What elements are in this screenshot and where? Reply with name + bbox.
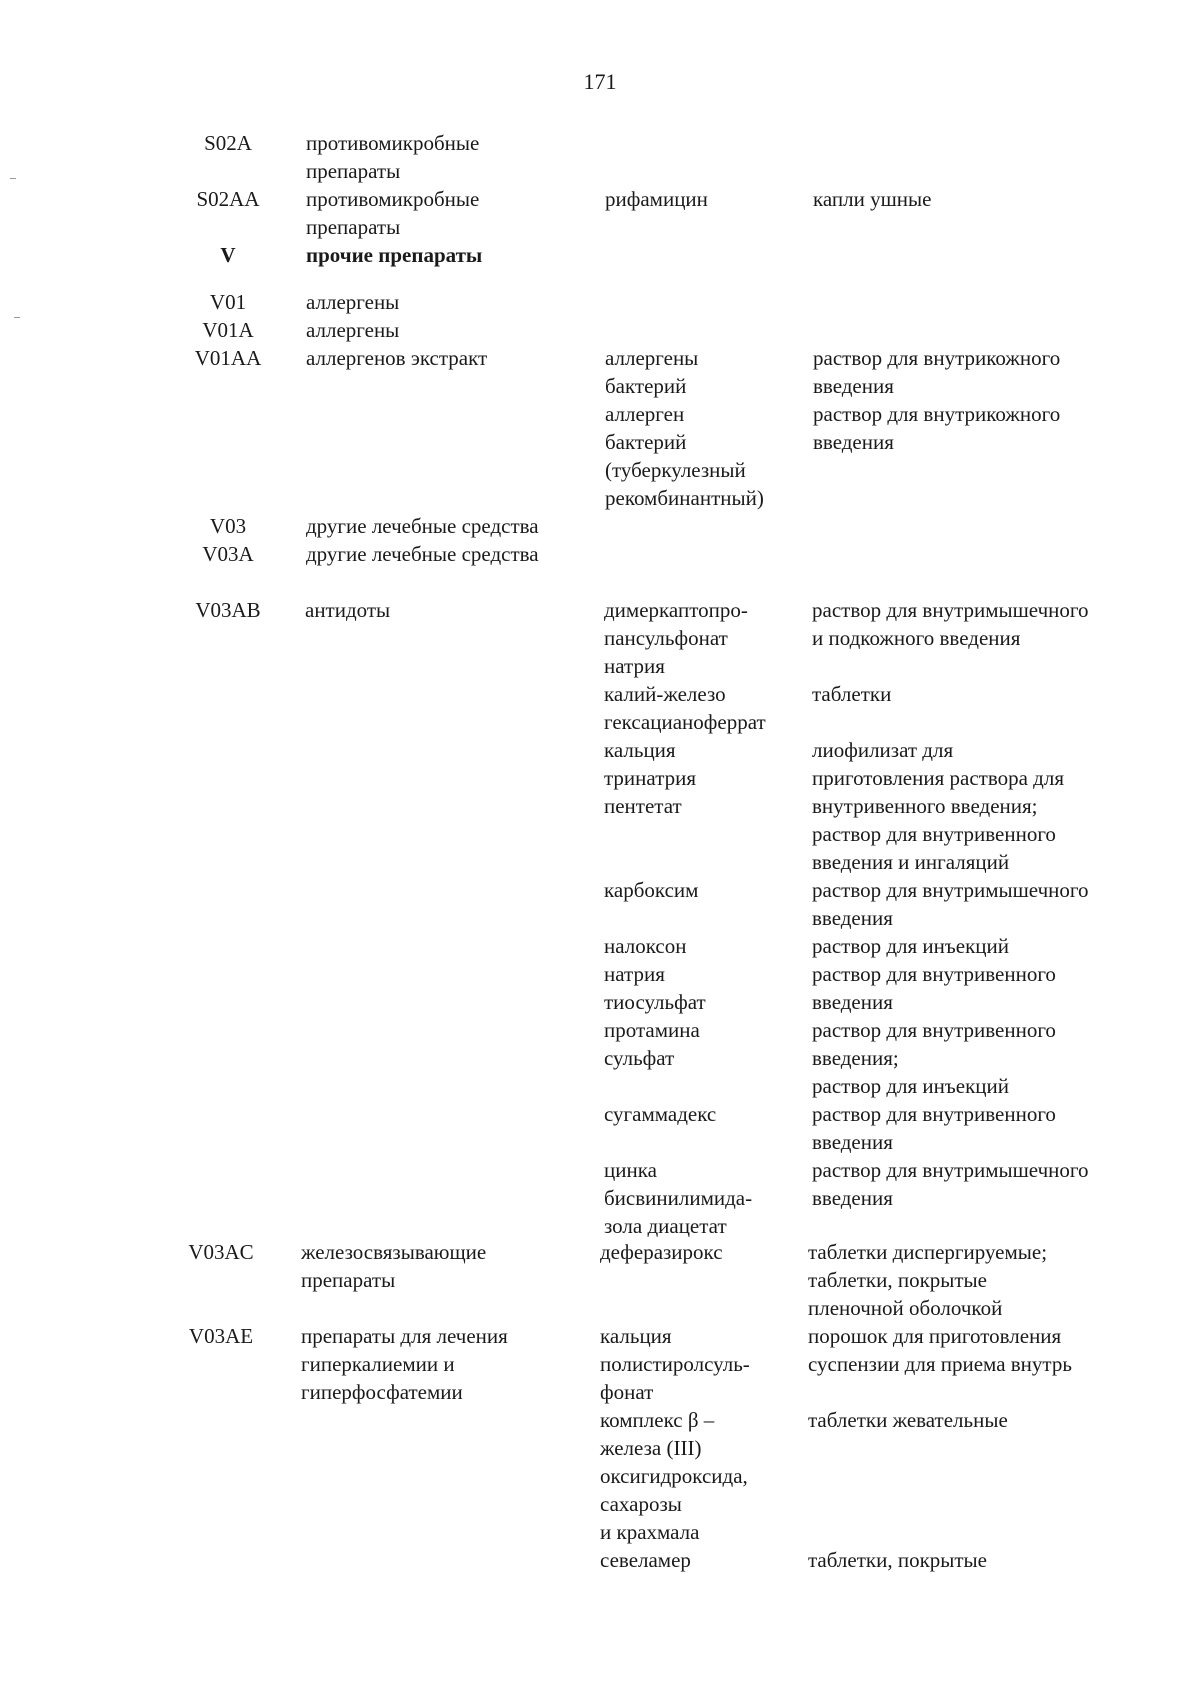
dosage-form-line: таблетки, покрытые (808, 1268, 987, 1292)
drug-name-line (604, 1128, 766, 1156)
anatomical-therapeutic-group-line: препараты для лечения (301, 1324, 508, 1348)
dosage-form-line (808, 1518, 1072, 1546)
drug-name-line: тиосульфат (604, 990, 706, 1014)
drug-name-line (604, 904, 766, 932)
atc-code: V01 (209, 290, 247, 314)
drug-name-line (604, 848, 766, 876)
anatomical-therapeutic-group-line: противомикробные (306, 187, 480, 211)
dosage-form-line: раствор для внутримышечного (812, 598, 1089, 622)
drug-name-line: рифамицин (605, 187, 708, 211)
atc-code: V01A (202, 318, 254, 342)
drug-name-line: рекомбинантный) (605, 486, 764, 510)
anatomical-therapeutic-group-cell (306, 540, 539, 568)
dosage-form-line: раствор для внутрикожного (813, 402, 1061, 426)
dosage-form-line: внутривенного введения; (812, 794, 1038, 818)
page-number: 171 (583, 69, 617, 94)
anatomical-therapeutic-group-line: другие лечебные средства (306, 542, 539, 566)
anatomical-therapeutic-group-cell (306, 185, 479, 241)
drug-name-line: калий-железо (604, 682, 726, 706)
dosage-form-line: введения; (812, 1046, 899, 1070)
drug-name-line: пансульфонат (604, 626, 728, 650)
dosage-form-line: суспензии для приема внутрь (808, 1352, 1072, 1376)
dosage-form-line: введения (813, 430, 894, 454)
drug-name-line: кальция (600, 1324, 672, 1348)
dosage-form-line (808, 1490, 1072, 1518)
dosage-form-line: раствор для инъекций (812, 1074, 1009, 1098)
dosage-form-cell (808, 1322, 1072, 1574)
anatomical-therapeutic-group-line: другие лечебные средства (306, 514, 539, 538)
drug-name-line: пентетат (604, 794, 682, 818)
drug-name-line: кальция (604, 738, 676, 762)
atc-code: S02A (204, 131, 252, 155)
atc-code: V03A (202, 542, 254, 566)
atc-code: V03 (209, 514, 247, 538)
drug-name-line: натрия (604, 654, 665, 678)
anatomical-therapeutic-group-cell (305, 596, 390, 624)
dosage-form-line: раствор для внутривенного (812, 1018, 1056, 1042)
drug-name-line: димеркаптопро- (604, 598, 748, 622)
dosage-form-line: введения (812, 1186, 893, 1210)
atc-code: V03AE (188, 1324, 254, 1348)
dosage-form-line: таблетки диспергируемые; (808, 1240, 1048, 1264)
scan-artifact-mark (14, 317, 20, 318)
scan-artifact-mark (10, 178, 16, 179)
dosage-form-cell (808, 1238, 1047, 1322)
dosage-form-line: таблетки жевательные (808, 1408, 1008, 1432)
drug-name-line: натрия (604, 962, 665, 986)
drug-name-cell (605, 185, 708, 213)
dosage-form-line: введения (812, 906, 893, 930)
anatomical-therapeutic-group-line: гиперфосфатемии (301, 1380, 463, 1404)
dosage-form-line: введения (812, 990, 893, 1014)
dosage-form-cell (812, 596, 1089, 1212)
dosage-form-line: раствор для внутримышечного (812, 878, 1089, 902)
drug-name-line: бактерий (605, 374, 687, 398)
dosage-form-line (812, 708, 1089, 736)
anatomical-therapeutic-group-line: препараты (306, 159, 401, 183)
drug-name-line: фонат (600, 1380, 654, 1404)
drug-name-line: комплекс β – (600, 1408, 715, 1432)
drug-name-line: (туберкулезный (605, 458, 746, 482)
anatomical-therapeutic-group-cell (306, 512, 539, 540)
drug-name-line: и крахмала (600, 1520, 700, 1544)
anatomical-therapeutic-group-line: гиперкалиемии и (301, 1352, 455, 1376)
anatomical-therapeutic-group-cell (306, 241, 482, 269)
dosage-form-line: введения и ингаляций (812, 850, 1010, 874)
dosage-form-line: порошок для приготовления (808, 1324, 1062, 1348)
dosage-form-line: таблетки, покрытые (808, 1548, 987, 1572)
anatomical-therapeutic-group-line: аллергены (306, 318, 400, 342)
drug-name-line: оксигидроксида, (600, 1464, 748, 1488)
dosage-form-line: раствор для внутривенного (812, 822, 1056, 846)
anatomical-therapeutic-group-cell (301, 1322, 508, 1406)
atc-code: V01AA (194, 346, 262, 370)
dosage-form-line: капли ушные (813, 187, 932, 211)
atc-code: V03AB (195, 598, 261, 622)
dosage-form-line (808, 1378, 1072, 1406)
dosage-form-line: и подкожного введения (812, 626, 1021, 650)
dosage-form-cell (813, 185, 931, 213)
drug-name-line: железа (III) (600, 1436, 702, 1460)
dosage-form-line: пленочной оболочкой (808, 1296, 1003, 1320)
atc-code: S02AA (196, 187, 260, 211)
dosage-form-line: раствор для внутривенного (812, 1102, 1056, 1126)
anatomical-therapeutic-group-cell (306, 129, 479, 185)
drug-name-line: карбоксим (604, 878, 699, 902)
drug-name-cell (600, 1238, 723, 1266)
dosage-form-line: лиофилизат для (812, 738, 954, 762)
drug-name-cell (600, 1322, 750, 1574)
drug-name-cell (604, 596, 766, 1240)
drug-name-line: тринатрия (604, 766, 697, 790)
dosage-form-line (808, 1462, 1072, 1490)
anatomical-therapeutic-group-line: аллергенов экстракт (306, 346, 488, 370)
anatomical-therapeutic-group-line: аллергены (306, 290, 400, 314)
drug-name-line: протамина (604, 1018, 700, 1042)
drug-name-line: севеламер (600, 1548, 691, 1572)
atc-code: V03AC (188, 1240, 254, 1264)
dosage-form-line (808, 1434, 1072, 1462)
drug-name-line: зола диацетат (604, 1214, 727, 1238)
drug-name-line: полистиролсуль- (600, 1352, 750, 1376)
drug-name-line: налоксон (604, 934, 687, 958)
drug-name-line: бактерий (605, 430, 687, 454)
anatomical-therapeutic-group-cell (306, 288, 399, 316)
drug-name-line: сахарозы (600, 1492, 682, 1516)
drug-name-line: деферазирокс (600, 1240, 723, 1264)
anatomical-therapeutic-group-cell (306, 344, 487, 372)
dosage-form-line: раствор для инъекций (812, 934, 1009, 958)
dosage-form-line: таблетки (812, 682, 892, 706)
anatomical-therapeutic-group-line: железосвязывающие (301, 1240, 487, 1264)
anatomical-therapeutic-group-line: противомикробные (306, 131, 480, 155)
dosage-form-cell (813, 344, 1060, 456)
dosage-form-line: раствор для внутривенного (812, 962, 1056, 986)
drug-name-line: бисвинилимида- (604, 1186, 753, 1210)
drug-name-line: сугаммадекс (604, 1102, 717, 1126)
drug-name-line: сульфат (604, 1046, 675, 1070)
anatomical-therapeutic-group-line: антидоты (305, 598, 391, 622)
anatomical-therapeutic-group-line: препараты (301, 1268, 396, 1292)
dosage-form-line: введения (812, 1130, 893, 1154)
anatomical-therapeutic-group-line: препараты (306, 215, 401, 239)
drug-name-line: аллергены (605, 346, 699, 370)
anatomical-therapeutic-group-cell (306, 316, 399, 344)
dosage-form-line: раствор для внутримышечного (812, 1158, 1089, 1182)
drug-name-line (604, 820, 766, 848)
dosage-form-line: раствор для внутрикожного (813, 346, 1061, 370)
dosage-form-line: приготовления раствора для (812, 766, 1064, 790)
drug-name-cell (605, 344, 764, 512)
atc-code: V (220, 243, 236, 267)
anatomical-therapeutic-group-cell (301, 1238, 486, 1294)
drug-name-line: цинка (604, 1158, 657, 1182)
dosage-form-line (812, 652, 1089, 680)
anatomical-therapeutic-group-line: прочие препараты (306, 243, 483, 267)
drug-name-line (604, 1072, 766, 1100)
drug-name-line: аллерген (605, 402, 685, 426)
dosage-form-line: введения (813, 374, 894, 398)
drug-name-line: гексацианоферрат (604, 710, 766, 734)
